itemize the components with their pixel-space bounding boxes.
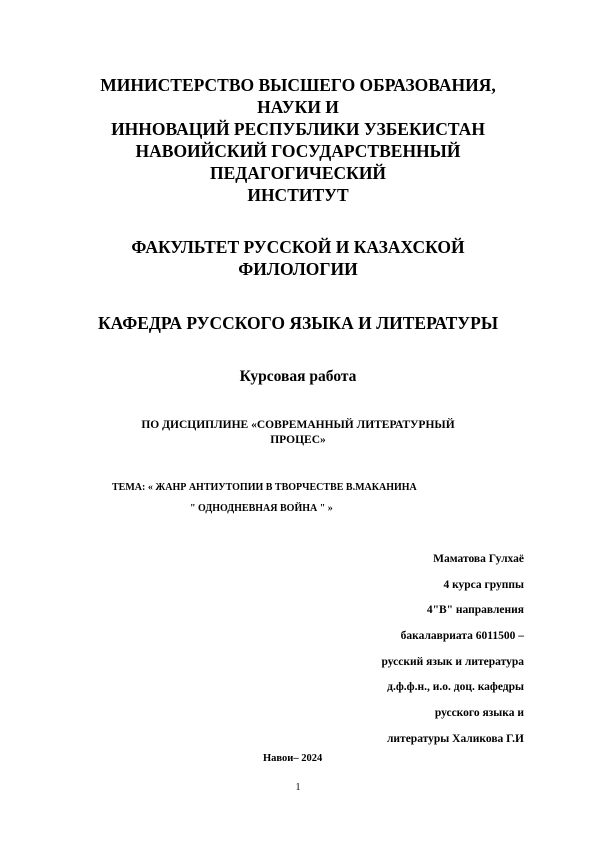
- author-line: 4 курса группы: [443, 578, 524, 591]
- ministry-line: МИНИСТЕРСТВО ВЫСШЕГО ОБРАЗОВАНИЯ,: [100, 75, 496, 95]
- ministry-line: НАУКИ И: [257, 97, 339, 117]
- city-year: Навои– 2024: [263, 753, 323, 764]
- faculty-line: ФИЛОЛОГИИ: [238, 259, 358, 279]
- discipline: [70, 418, 526, 448]
- author-line: д.ф.ф.н., и.о. доц. кафедры: [387, 681, 524, 694]
- kafedra-heading: КАФЕДРА РУССКОГО ЯЗЫКА И ЛИТЕРАТУРЫ: [97, 313, 499, 333]
- author-line: бакалавриата 6011500 –: [400, 630, 524, 643]
- discipline-line: ПРОЦЕС»: [270, 434, 326, 446]
- author-line: литературы Халикова Г.И: [386, 732, 524, 745]
- ministry-line: НАВОИЙСКИЙ ГОСУДАРСТВЕННЫЙ: [135, 141, 461, 161]
- author-line: русский язык и литература: [381, 655, 524, 668]
- author-block: [264, 549, 524, 755]
- page-number: 1: [295, 782, 301, 793]
- faculty-heading: [60, 236, 536, 280]
- ministry-line: ИНСТИТУТ: [247, 185, 349, 205]
- work-type: Курсовая работа: [239, 368, 357, 385]
- faculty-line: ФАКУЛЬТЕТ РУССКОЙ И КАЗАХСКОЙ: [131, 237, 465, 257]
- author-line: Маматова Гулхаё: [433, 553, 524, 565]
- author-line: 4"В" направления: [426, 604, 524, 617]
- ministry-line: ИННОВАЦИЙ РЕСПУБЛИКИ УЗБЕКИСТАН: [111, 119, 485, 139]
- author-line: русского языка и: [434, 707, 524, 720]
- ministry-heading: [60, 74, 536, 206]
- discipline-line: ПО ДИСЦИПЛИНЕ «СОВРЕМАННЫЙ ЛИТЕРАТУРНЫЙ: [141, 419, 455, 431]
- ministry-line: ПЕДАГОГИЧЕСКИЙ: [209, 163, 387, 183]
- topic-line-2: " ОДНОДНЕВНАЯ ВОЙНА " »: [190, 503, 333, 514]
- topic-line-1: ТЕМА: « ЖАНР АНТИУТОПИИ В ТВОРЧЕСТВЕ В.МАКАНИНА: [112, 482, 417, 493]
